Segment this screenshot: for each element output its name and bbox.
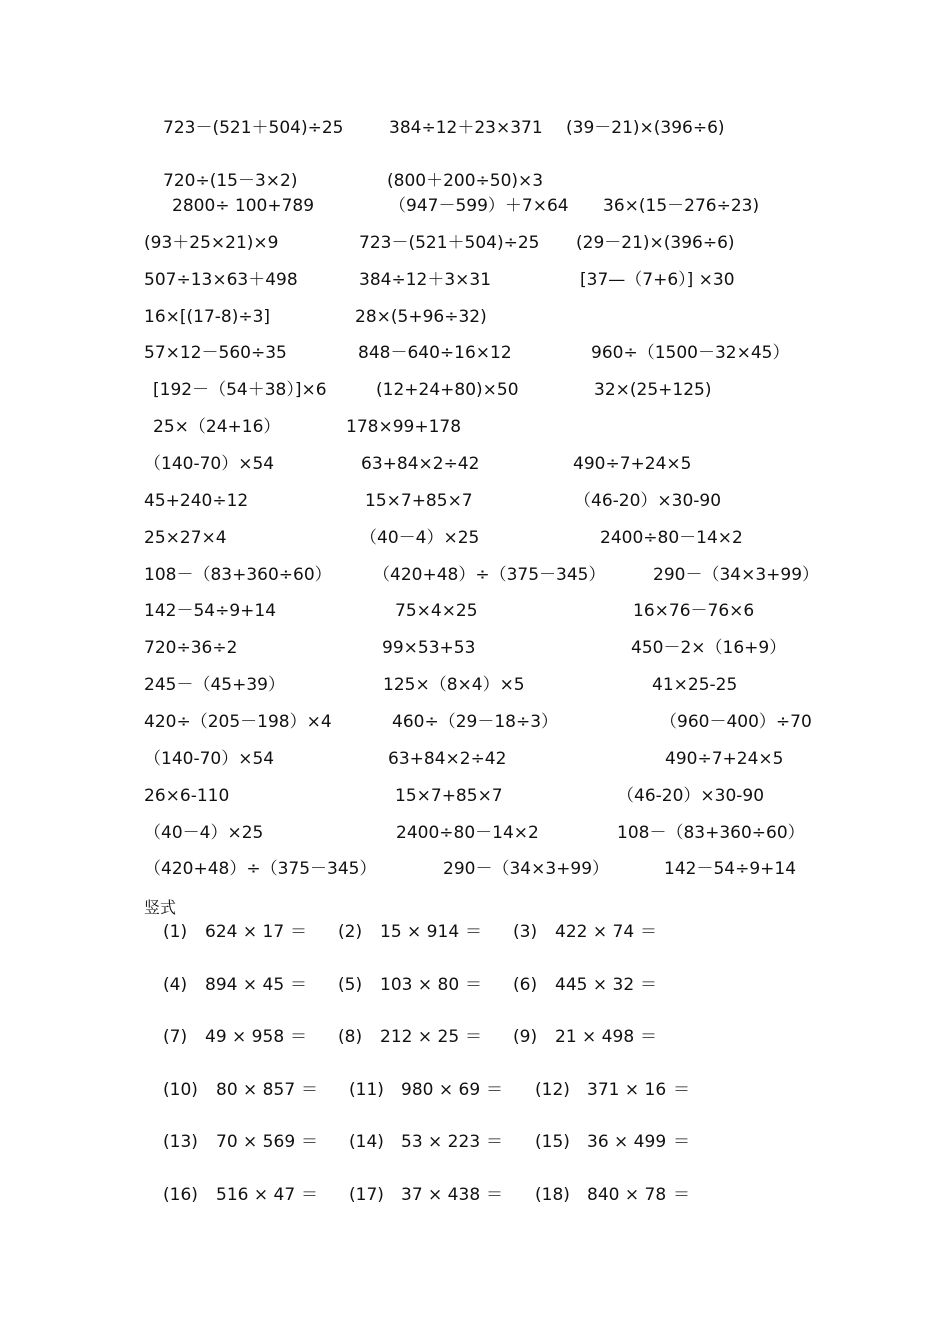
problem-expression: 80 × 857: [216, 1080, 296, 1100]
expression: （40－4）×25: [144, 823, 264, 843]
expression: 178×99+178: [346, 417, 462, 437]
expression: 848－640÷16×12: [358, 343, 512, 363]
equals-sign: ＝: [486, 1185, 503, 1205]
problem-number: (13): [163, 1132, 198, 1152]
expression: 384÷12＋3×31: [359, 270, 492, 290]
expression: 57×12－560÷35: [144, 343, 287, 363]
problem-number: (18): [535, 1185, 570, 1205]
expression: 290－（34×3+99）: [653, 565, 820, 585]
problem-expression: 212 × 25: [380, 1027, 460, 1047]
expression: 420÷（205－198）×4: [144, 712, 332, 732]
expression: 490÷7+24×5: [573, 454, 692, 474]
expression: 41×25-25: [652, 675, 738, 695]
expression: 25×27×4: [144, 528, 227, 548]
expression: （46-20）×30-90: [617, 786, 765, 806]
expression: 2800÷ 100+789: [172, 196, 315, 216]
problem-number: (1): [163, 922, 188, 942]
problem-expression: 624 × 17: [205, 922, 285, 942]
problem-number: (14): [349, 1132, 384, 1152]
section-title: 竖式: [144, 898, 177, 917]
expression: 2400÷80－14×2: [396, 823, 539, 843]
expression: 460÷（29－18÷3）: [392, 712, 559, 732]
expression: 25×（24+16）: [153, 417, 281, 437]
equals-sign: ＝: [290, 922, 307, 942]
equals-sign: ＝: [673, 1185, 690, 1205]
problem-number: (5): [338, 975, 363, 995]
problem-expression: 70 × 569: [216, 1132, 296, 1152]
problem-number: (2): [338, 922, 363, 942]
problem-expression: 49 × 958: [205, 1027, 285, 1047]
equals-sign: ＝: [301, 1080, 318, 1100]
expression: 245－（45+39）: [144, 675, 285, 695]
expression: 720÷(15－3×2): [163, 171, 298, 191]
expression: 28×(5+96÷32): [355, 307, 487, 327]
problem-expression: 371 × 16: [587, 1080, 667, 1100]
expression: (29－21)×(396÷6): [576, 233, 735, 253]
expression: （947－599）＋7×64: [389, 196, 569, 216]
expression: 99×53+53: [382, 638, 476, 658]
problem-number: (4): [163, 975, 188, 995]
problem-number: (16): [163, 1185, 198, 1205]
expression: 507÷13×63＋498: [144, 270, 298, 290]
problem-number: (10): [163, 1080, 198, 1100]
expression: 723－(521＋504)÷25: [359, 233, 540, 253]
equals-sign: ＝: [640, 975, 657, 995]
expression: 450－2×（16+9）: [631, 638, 787, 658]
problem-number: (9): [513, 1027, 538, 1047]
problem-expression: 894 × 45: [205, 975, 285, 995]
expression: （420+48）÷（375－345）: [373, 565, 606, 585]
expression: （960－400）÷70: [660, 712, 812, 732]
equals-sign: ＝: [465, 1027, 482, 1047]
expression: （140-70）×54: [144, 749, 275, 769]
expression: [192－（54＋38）]×6: [153, 380, 327, 400]
expression: 490÷7+24×5: [665, 749, 784, 769]
problem-number: (8): [338, 1027, 363, 1047]
expression: 36×(15－276÷23): [603, 196, 760, 216]
expression: 26×6-110: [144, 786, 230, 806]
expression: [37—（7+6）] ×30: [580, 270, 735, 290]
equals-sign: ＝: [673, 1080, 690, 1100]
expression: 108－（83+360÷60）: [144, 565, 332, 585]
problem-number: (12): [535, 1080, 570, 1100]
expression: 2400÷80－14×2: [600, 528, 743, 548]
problem-number: (11): [349, 1080, 384, 1100]
expression: (39－21)×(396÷6): [566, 118, 725, 138]
expression: 16×76－76×6: [633, 601, 755, 621]
problem-expression: 36 × 499: [587, 1132, 667, 1152]
problem-expression: 53 × 223: [401, 1132, 481, 1152]
expression: 720÷36÷2: [144, 638, 238, 658]
equals-sign: ＝: [486, 1132, 503, 1152]
expression: （46-20）×30-90: [574, 491, 722, 511]
problem-number: (7): [163, 1027, 188, 1047]
expression: 142－54÷9+14: [664, 859, 797, 879]
expression: （140-70）×54: [144, 454, 275, 474]
expression: （420+48）÷（375－345）: [144, 859, 377, 879]
expression: 16×[(17-8)÷3]: [144, 307, 271, 327]
problem-number: (6): [513, 975, 538, 995]
problem-expression: 37 × 438: [401, 1185, 481, 1205]
equals-sign: ＝: [465, 922, 482, 942]
expression: 290－（34×3+99）: [443, 859, 610, 879]
problem-expression: 445 × 32: [555, 975, 635, 995]
expression: (800＋200÷50)×3: [387, 171, 544, 191]
expression: 108－（83+360÷60）: [617, 823, 805, 843]
expression: 723－(521＋504)÷25: [163, 118, 344, 138]
equals-sign: ＝: [290, 1027, 307, 1047]
equals-sign: ＝: [301, 1185, 318, 1205]
expression: 960÷（1500－32×45）: [591, 343, 790, 363]
problem-number: (15): [535, 1132, 570, 1152]
expression: 142－54÷9+14: [144, 601, 277, 621]
equals-sign: ＝: [290, 975, 307, 995]
expression: 63+84×2÷42: [388, 749, 507, 769]
problem-expression: 103 × 80: [380, 975, 460, 995]
equals-sign: ＝: [673, 1132, 690, 1152]
equals-sign: ＝: [640, 922, 657, 942]
expression: (93＋25×21)×9: [144, 233, 279, 253]
problem-expression: 516 × 47: [216, 1185, 296, 1205]
problem-number: (17): [349, 1185, 384, 1205]
equals-sign: ＝: [465, 975, 482, 995]
expression: 32×(25+125): [594, 380, 712, 400]
expression: 125×（8×4）×5: [383, 675, 525, 695]
equals-sign: ＝: [301, 1132, 318, 1152]
problem-expression: 840 × 78: [587, 1185, 667, 1205]
expression: 15×7+85×7: [365, 491, 473, 511]
expression: 75×4×25: [395, 601, 478, 621]
expression: 15×7+85×7: [395, 786, 503, 806]
expression: 384÷12＋23×371: [389, 118, 543, 138]
expression: （40－4）×25: [360, 528, 480, 548]
problem-expression: 21 × 498: [555, 1027, 635, 1047]
expression: 63+84×2÷42: [361, 454, 480, 474]
problem-expression: 980 × 69: [401, 1080, 481, 1100]
equals-sign: ＝: [486, 1080, 503, 1100]
problem-number: (3): [513, 922, 538, 942]
problem-expression: 422 × 74: [555, 922, 635, 942]
expression: (12+24+80)×50: [376, 380, 519, 400]
equals-sign: ＝: [640, 1027, 657, 1047]
expression: 45+240÷12: [144, 491, 249, 511]
problem-expression: 15 × 914: [380, 922, 460, 942]
